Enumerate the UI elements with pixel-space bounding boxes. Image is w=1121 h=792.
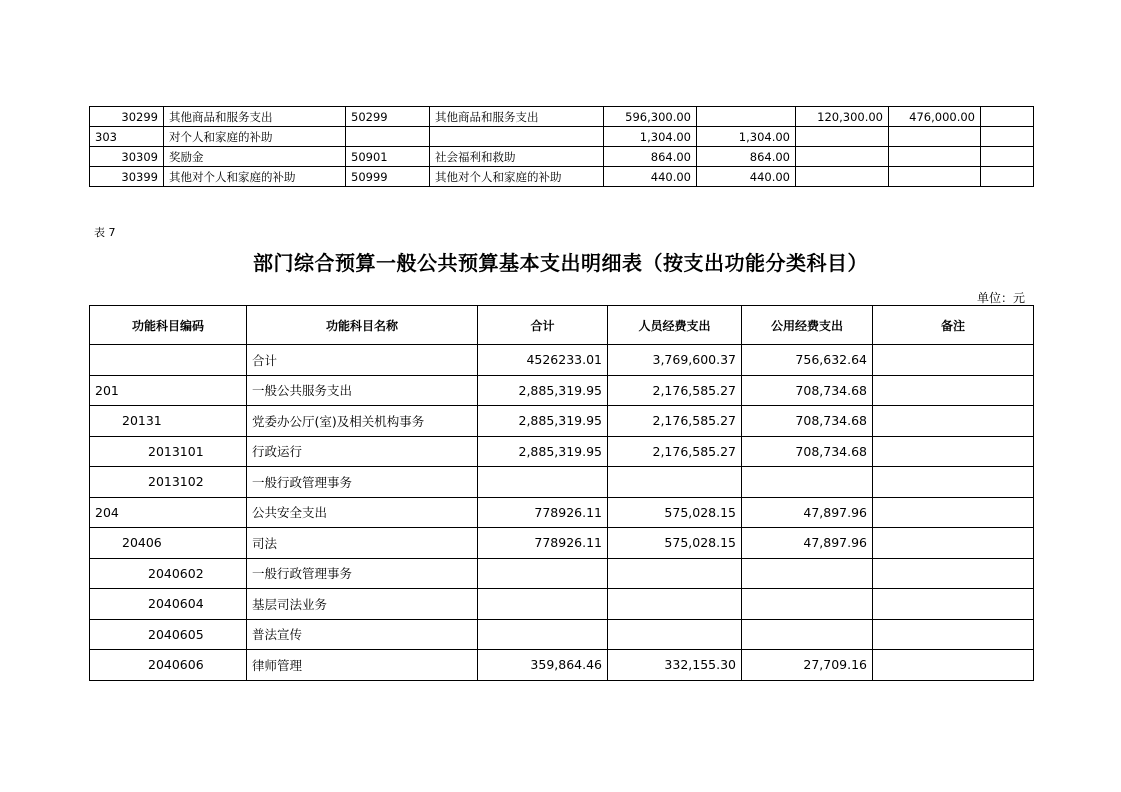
header-code: 功能科目编码 xyxy=(90,306,247,345)
cell-code: 204 xyxy=(90,497,247,528)
cell-public: 708,734.68 xyxy=(742,406,873,437)
cell-code: 2040602 xyxy=(90,558,247,589)
cell-personnel xyxy=(608,619,742,650)
continuation-table xyxy=(89,106,1034,187)
header-personnel: 人员经费支出 xyxy=(608,306,742,345)
cell-amount-5 xyxy=(981,127,1034,147)
cell-note xyxy=(873,467,1034,498)
page-title: 部门综合预算一般公共预算基本支出明细表（按支出功能分类科目） xyxy=(253,251,868,275)
header-total: 合计 xyxy=(478,306,608,345)
table-row xyxy=(90,147,1034,167)
cell-amount-2 xyxy=(697,107,796,127)
cell-name: 一般行政管理事务 xyxy=(247,558,478,589)
cell-personnel: 575,028.15 xyxy=(608,528,742,559)
cell-amount-4: 476,000.00 xyxy=(889,107,981,127)
cell-total: 2,885,319.95 xyxy=(478,406,608,437)
cell-code: 2013102 xyxy=(90,467,247,498)
cell-note xyxy=(873,589,1034,620)
cell-name: 公共安全支出 xyxy=(247,497,478,528)
cell-total: 596,300.00 xyxy=(604,107,697,127)
header-note: 备注 xyxy=(873,306,1034,345)
cell-public: 27,709.16 xyxy=(742,650,873,681)
cell-total: 2,885,319.95 xyxy=(478,375,608,406)
cell-note xyxy=(873,436,1034,467)
table-row xyxy=(90,375,1034,406)
cell-func-code: 30299 xyxy=(90,107,164,127)
cell-total: 864.00 xyxy=(604,147,697,167)
cell-code: 2013101 xyxy=(90,436,247,467)
cell-total: 440.00 xyxy=(604,167,697,187)
header-public: 公用经费支出 xyxy=(742,306,873,345)
cell-note xyxy=(873,345,1034,376)
cell-total xyxy=(478,467,608,498)
cell-total xyxy=(478,589,608,620)
table-row xyxy=(90,406,1034,437)
cell-code: 201 xyxy=(90,375,247,406)
table-row xyxy=(90,467,1034,498)
cell-amount-5 xyxy=(981,147,1034,167)
table-row xyxy=(90,528,1034,559)
cell-total: 4526233.01 xyxy=(478,345,608,376)
table-row xyxy=(90,650,1034,681)
cell-econ-code: 50999 xyxy=(346,167,430,187)
cell-amount-4 xyxy=(889,127,981,147)
cell-note xyxy=(873,619,1034,650)
cell-note xyxy=(873,497,1034,528)
cell-public xyxy=(742,619,873,650)
cell-personnel xyxy=(608,589,742,620)
unit-label: 单位：元 xyxy=(976,291,1025,305)
cell-amount-2: 440.00 xyxy=(697,167,796,187)
cell-amount-2: 1,304.00 xyxy=(697,127,796,147)
cell-econ-name: 其他商品和服务支出 xyxy=(430,107,604,127)
table-row xyxy=(90,558,1034,589)
table-row xyxy=(90,127,1034,147)
cell-amount-3 xyxy=(796,147,889,167)
cell-name: 基层司法业务 xyxy=(247,589,478,620)
header-name: 功能科目名称 xyxy=(247,306,478,345)
cell-total: 359,864.46 xyxy=(478,650,608,681)
table-row xyxy=(90,345,1034,376)
cell-func-code: 30399 xyxy=(90,167,164,187)
cell-econ-code: 50901 xyxy=(346,147,430,167)
cell-personnel xyxy=(608,467,742,498)
cell-name: 党委办公厅(室)及相关机构事务 xyxy=(247,406,478,437)
cell-personnel: 3,769,600.37 xyxy=(608,345,742,376)
cell-econ-code xyxy=(346,127,430,147)
cell-code: 2040606 xyxy=(90,650,247,681)
cell-name: 普法宣传 xyxy=(247,619,478,650)
cell-name: 行政运行 xyxy=(247,436,478,467)
table-row xyxy=(90,497,1034,528)
cell-personnel: 2,176,585.27 xyxy=(608,436,742,467)
cell-amount-3: 120,300.00 xyxy=(796,107,889,127)
cell-note xyxy=(873,528,1034,559)
cell-code: 2040604 xyxy=(90,589,247,620)
cell-personnel xyxy=(608,558,742,589)
cell-econ-name: 其他对个人和家庭的补助 xyxy=(430,167,604,187)
cell-public xyxy=(742,467,873,498)
cell-code: 20406 xyxy=(90,528,247,559)
cell-public: 47,897.96 xyxy=(742,528,873,559)
cell-name: 律师管理 xyxy=(247,650,478,681)
cell-public xyxy=(742,558,873,589)
cell-func-name: 其他对个人和家庭的补助 xyxy=(164,167,346,187)
cell-amount-5 xyxy=(981,167,1034,187)
table-row xyxy=(90,107,1034,127)
cell-code: 20131 xyxy=(90,406,247,437)
cell-total xyxy=(478,619,608,650)
cell-amount-5 xyxy=(981,107,1034,127)
cell-func-code: 303 xyxy=(90,127,164,147)
cell-amount-4 xyxy=(889,167,981,187)
cell-total xyxy=(478,558,608,589)
cell-note xyxy=(873,558,1034,589)
cell-func-code: 30309 xyxy=(90,147,164,167)
cell-note xyxy=(873,650,1034,681)
cell-econ-name: 社会福利和救助 xyxy=(430,147,604,167)
cell-amount-3 xyxy=(796,167,889,187)
cell-amount-4 xyxy=(889,147,981,167)
cell-total: 1,304.00 xyxy=(604,127,697,147)
table-row xyxy=(90,589,1034,620)
cell-total: 778926.11 xyxy=(478,528,608,559)
cell-note xyxy=(873,375,1034,406)
cell-code: 2040605 xyxy=(90,619,247,650)
cell-public: 708,734.68 xyxy=(742,436,873,467)
cell-code xyxy=(90,345,247,376)
cell-func-name: 对个人和家庭的补助 xyxy=(164,127,346,147)
cell-name: 一般公共服务支出 xyxy=(247,375,478,406)
cell-personnel: 2,176,585.27 xyxy=(608,375,742,406)
cell-econ-name xyxy=(430,127,604,147)
cell-econ-code: 50299 xyxy=(346,107,430,127)
cell-public xyxy=(742,589,873,620)
cell-func-name: 其他商品和服务支出 xyxy=(164,107,346,127)
cell-personnel: 332,155.30 xyxy=(608,650,742,681)
cell-public: 756,632.64 xyxy=(742,345,873,376)
expenditure-detail-table xyxy=(89,305,1034,681)
cell-personnel: 575,028.15 xyxy=(608,497,742,528)
table-number-label: 表 7 xyxy=(94,226,116,239)
cell-amount-2: 864.00 xyxy=(697,147,796,167)
cell-total: 778926.11 xyxy=(478,497,608,528)
cell-public: 708,734.68 xyxy=(742,375,873,406)
table-row xyxy=(90,167,1034,187)
cell-personnel: 2,176,585.27 xyxy=(608,406,742,437)
cell-name: 合计 xyxy=(247,345,478,376)
cell-total: 2,885,319.95 xyxy=(478,436,608,467)
table-row xyxy=(90,436,1034,467)
cell-note xyxy=(873,406,1034,437)
cell-public: 47,897.96 xyxy=(742,497,873,528)
cell-name: 司法 xyxy=(247,528,478,559)
cell-amount-3 xyxy=(796,127,889,147)
cell-name: 一般行政管理事务 xyxy=(247,467,478,498)
cell-func-name: 奖励金 xyxy=(164,147,346,167)
table-row xyxy=(90,619,1034,650)
table-header-row xyxy=(90,306,1034,345)
